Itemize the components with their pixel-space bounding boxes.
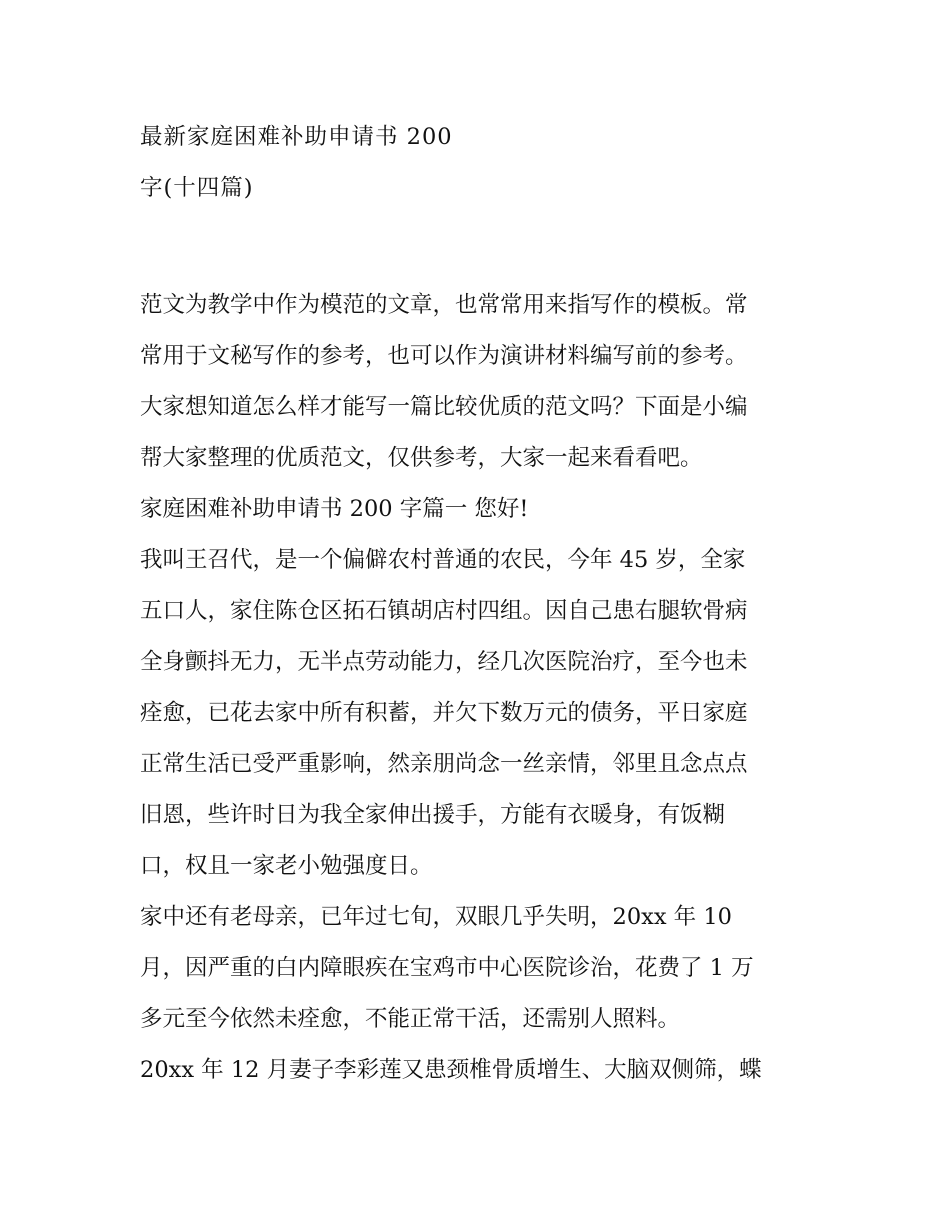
text-line: 全身颤抖无力，无半点劳动能力，经几次医院治疗，至今也未 <box>140 649 748 675</box>
text-line: 口，权且一家老小勉强度日。 <box>140 853 433 879</box>
text-line: 20xx 年 12 月妻子李彩莲又患颈椎骨质增生、大脑双侧筛，蝶 <box>140 1057 762 1083</box>
text-line: 家中还有老母亲，已年过七旬，双眼几乎失明，20xx 年 10 <box>140 904 732 930</box>
document-title <box>140 112 840 214</box>
text-line: 多元至今依然未痊愈，不能正常干活，还需别人照料。 <box>140 1006 681 1032</box>
document-body <box>140 280 830 1096</box>
text-line: 旧恩，些许时日为我全家伸出援手，方能有衣暖身，有饭糊 <box>140 802 726 828</box>
body-paragraph <box>140 535 830 892</box>
text-line: 我叫王召代，是一个偏僻农村普通的农民，今年 45 岁，全家 <box>140 547 746 573</box>
section-heading-paragraph <box>140 484 830 535</box>
title-line: 字(十四篇) <box>140 175 254 201</box>
text-line: 范文为教学中作为模范的文章，也常常用来指写作的模板。常 <box>140 292 748 318</box>
intro-paragraph <box>140 280 830 484</box>
text-line: 帮大家整理的优质范文，仅供参考，大家一起来看看吧。 <box>140 445 703 471</box>
text-line: 大家想知道怎么样才能写一篇比较优质的范文吗？下面是小编 <box>140 394 748 420</box>
text-line: 月，因严重的白内障眼疾在宝鸡市中心医院诊治，花费了 1 万 <box>140 955 754 981</box>
text-line: 痊愈，已花去家中所有积蓄，并欠下数万元的债务，平日家庭 <box>140 700 748 726</box>
text-line: 常用于文秘写作的参考，也可以作为演讲材料编写前的参考。 <box>140 343 748 369</box>
text-line: 正常生活已受严重影响，然亲朋尚念一丝亲情，邻里且念点点 <box>140 751 748 777</box>
body-paragraph <box>140 1045 830 1096</box>
text-line: 五口人，家住陈仓区拓石镇胡店村四组。因自己患右腿软骨病 <box>140 598 748 624</box>
body-paragraph <box>140 892 830 1045</box>
title-line: 最新家庭困难补助申请书 200 <box>140 124 453 150</box>
text-line: 家庭困难补助申请书 200 字篇一 您好! <box>140 496 529 522</box>
